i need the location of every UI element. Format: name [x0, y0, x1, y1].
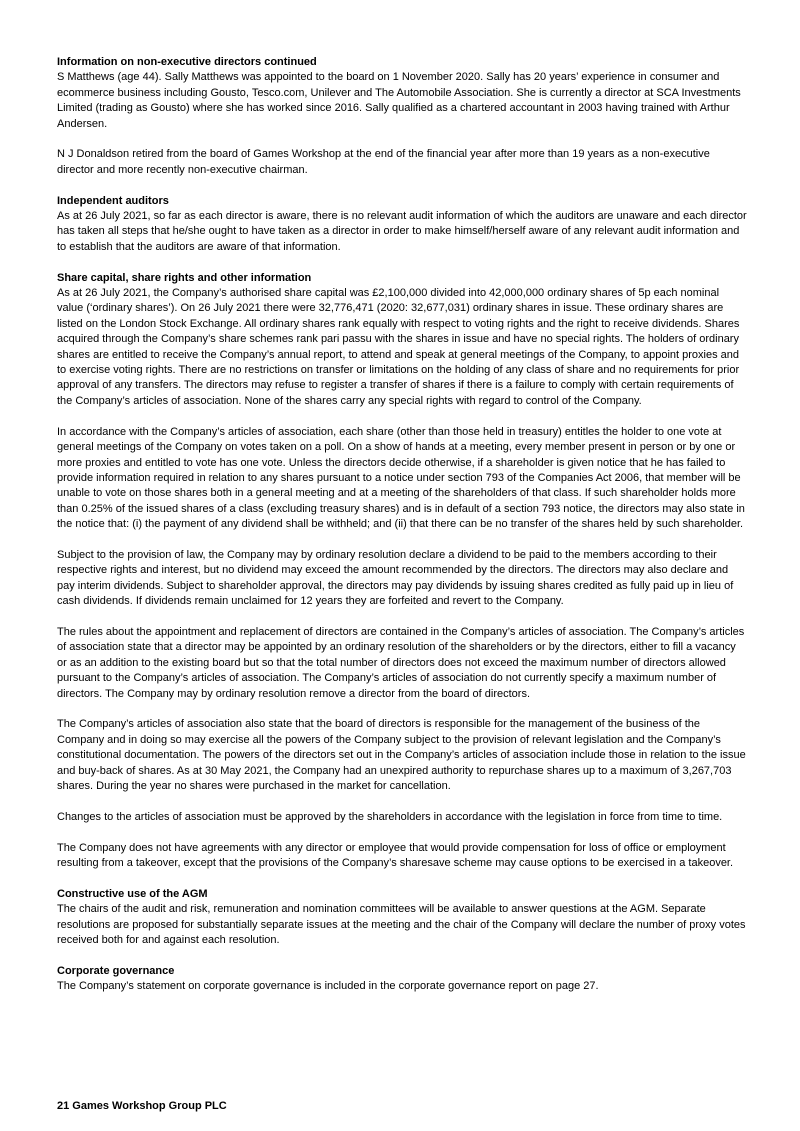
- section-constructive-use-agm: [57, 887, 747, 949]
- section-heading: Independent auditors: [57, 194, 169, 207]
- paragraph: The Company’s statement on corporate governance is included in the corporate governance report on page 27.: [57, 980, 599, 993]
- section-corporate-governance: [57, 964, 747, 995]
- paragraph: S Matthews (age 44). Sally Matthews was appointed to the board on 1 November 2020. Sally has 20 years’ experience in consumer and ecommerce business including Gousto, Tesco.com, Unilever and The Automobile Association. She is currently a director at SCA Investments Limited (trading as Gousto) where she has worked since 2016. Sally qualified as a chartered accountant in 2003 having trained with Arthur Andersen.: [57, 71, 741, 130]
- section-share-capital: [57, 271, 747, 872]
- section-heading: Information on non-executive directors continued: [57, 56, 317, 68]
- paragraph: In accordance with the Company’s articles of association, each share (other than those held in treasury) entitles the holder to one vote at general meetings of the Company on votes taken on a poll. On a show of hands at a meeting, every member present in person or by one or more proxies and entitled to vote has one vote. Unless the directors decide otherwise, if a shareholder is given notice that he has failed to provide information required in relation to any shares pursuant to a notice under section 793 of the Companies Act 2006, that member will be unable to vote on those shares both in a general meeting and at a meeting of the shareholders of that class. If such shareholder holds more than 0.25% of the issued shares of a class (excluding treasury shares) and is in default of a section 793 notice, the directors may also state in the notice that: (i) the payment of any dividend shall be withheld; and (ii) that there can be no transfer of the shares held by such shareholder.: [57, 425, 745, 531]
- section-heading: Share capital, share rights and other information: [57, 271, 312, 284]
- paragraph: N J Donaldson retired from the board of Games Workshop at the end of the financial year after more than 19 years as a non-executive director and more recently non-executive chairman.: [57, 148, 710, 176]
- document-content: [57, 55, 747, 1010]
- paragraph: Changes to the articles of association must be approved by the shareholders in accordance with the legislation in force from time to time.: [57, 810, 723, 823]
- page-footer: 21 Games Workshop Group PLC: [57, 1100, 227, 1112]
- section-heading: Corporate governance: [57, 964, 175, 977]
- section-heading: Constructive use of the AGM: [57, 887, 208, 900]
- paragraph: The rules about the appointment and replacement of directors are contained in the Company’s articles of association. The Company’s articles of association state that a director may be appointed by an ordinary resolution of the shareholders or by the directors, either to fill a vacancy or as an addition to the existing board but so that the total number of directors does not exceed the maximum number of directors allowed pursuant to the Company’s articles of association. The Company’s articles of association do not currently specify a maximum number of directors. The Company may by ordinary resolution remove a director from the board of directors.: [57, 625, 745, 700]
- section-non-executive-directors: [57, 55, 747, 178]
- paragraph: Subject to the provision of law, the Company may by ordinary resolution declare a dividend to be paid to the members according to their respective rights and interest, but no dividend may exceed the amount recommended by the directors. The directors may also declare and pay interim dividends. Subject to shareholder approval, the directors may pay dividends by issuing shares credited as fully paid up in lieu of cash dividends. If dividends remain unclaimed for 12 years they are forfeited and revert to the Company.: [57, 548, 734, 608]
- paragraph: The Company does not have agreements with any director or employee that would provide compensation for loss of office or employment resulting from a takeover, except that the provisions of the Company’s sharesave scheme may cause options to be exercised in a takeover.: [57, 841, 734, 869]
- paragraph: The Company’s articles of association also state that the board of directors is responsible for the management of the business of the Company and in doing so may exercise all the powers of the Company subject to the provision of relevant legislation and the Company’s constitutional documentation. The powers of the directors set out in the Company’s articles of association include those in relation to the issue and buy-back of shares. As at 30 May 2021, the Company had an unexpired authority to repurchase shares up to a maximum of 3,267,703 shares. During the year no shares were purchased in the market for cancellation.: [57, 718, 746, 792]
- paragraph: As at 26 July 2021, so far as each director is aware, there is no relevant audit information of which the auditors are unaware and each director has taken all steps that he/she ought to have taken as a director in order to make himself/herself aware of any relevant audit information and to establish that the auditors are aware of that information.: [57, 210, 747, 253]
- paragraph: As at 26 July 2021, the Company’s authorised share capital was £2,100,000 divided into 42,000,000 ordinary shares of 5p each nominal value (‘ordinary shares’). On 26 July 2021 there were 32,776,471 (2020: 32,677,031) ordinary shares in issue. These ordinary shares are listed on the London Stock Exchange. All ordinary shares rank equally with respect to voting rights and the right to receive dividends. Shares acquired through the Company’s share schemes rank pari passu with the shares in issue and have no special rights. The holders of ordinary shares are entitled to receive the Company’s annual report, to attend and speak at general meetings of the Company, to appoint proxies and to exercise voting rights. There are no restrictions on transfer or limitations on the holding of any class of share and no requirements for prior approval of any transfers. The directors may refuse to register a transfer of shares if there is a failure to comply with certain requirements of the Company’s articles of association. None of the shares carry any special rights with regard to control of the Company.: [57, 287, 740, 407]
- section-independent-auditors: [57, 194, 747, 256]
- paragraph: The chairs of the audit and risk, remuneration and nomination committees will be available to answer questions at the AGM. Separate resolutions are proposed for substantially separate issues at the meeting and the chair of the Company will declare the number of proxy votes received both for and against each resolution.: [57, 903, 746, 946]
